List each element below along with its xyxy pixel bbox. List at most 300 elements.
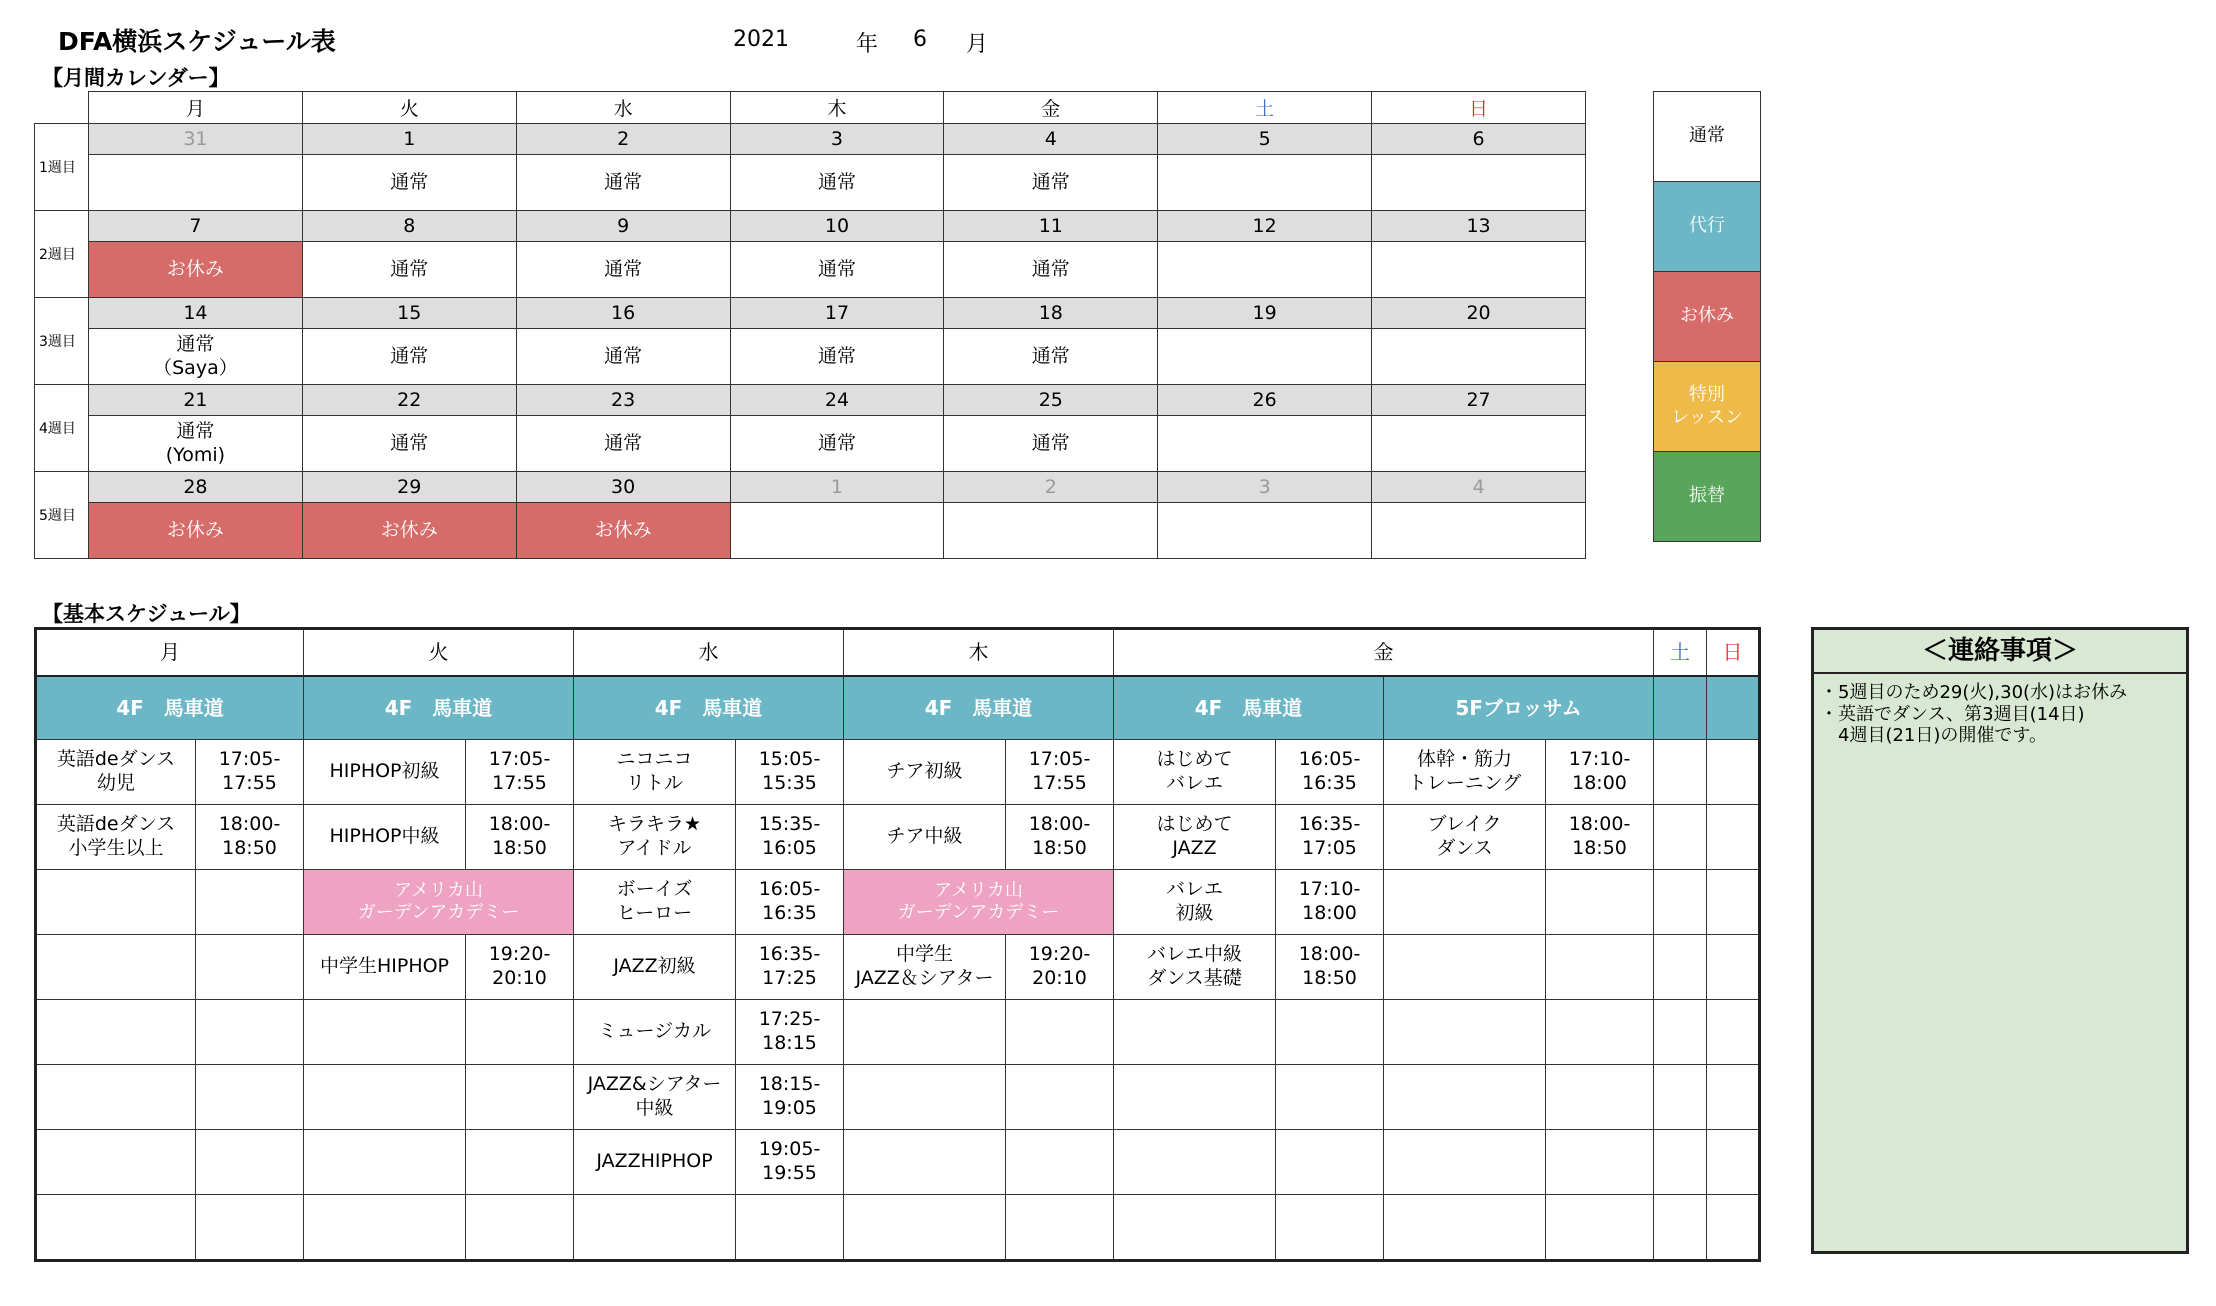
class-name-tue[interactable]: [304, 805, 466, 870]
class-time-line: 20:10: [1032, 967, 1087, 989]
day-status-text: 通常: [1031, 170, 1070, 193]
class-time-thu: [1006, 740, 1114, 805]
class-time-fri1: [1276, 805, 1384, 870]
academy-label: アメリカ山: [934, 879, 1023, 901]
class-name-line: アイドル: [617, 837, 692, 859]
calendar-day-cell[interactable]: [516, 503, 730, 559]
legend-label: 通常: [1689, 125, 1725, 147]
calendar-date-row: [35, 298, 1586, 329]
notes-panel: [1811, 627, 2189, 1254]
class-name-fri1[interactable]: [1114, 935, 1276, 1000]
day-status-text: お休み: [380, 518, 438, 541]
calendar-day-cell[interactable]: [89, 329, 303, 385]
schedule-day-tue: 火: [304, 629, 574, 677]
calendar-date-number[interactable]: 23: [516, 385, 730, 416]
class-name-wed[interactable]: [574, 935, 736, 1000]
class-time-line: 16:35-: [1298, 813, 1361, 836]
calendar-date-number[interactable]: 3: [730, 124, 944, 155]
class-time-fri1: [1276, 1000, 1384, 1065]
calendar-date-number[interactable]: 14: [89, 298, 303, 329]
notes-line: 4週目(21日)の開催です。: [1820, 725, 2047, 747]
calendar-date-number[interactable]: 24: [730, 385, 944, 416]
class-name-wed[interactable]: [574, 1065, 736, 1130]
academy-label: ガーデンアカデミー: [357, 902, 520, 923]
legend-label: レッスン: [1671, 406, 1743, 428]
calendar-weekday: 水: [516, 92, 730, 124]
calendar-day-cell[interactable]: [944, 416, 1158, 472]
year-unit: 年: [856, 32, 879, 57]
class-name-line: 英語deダンス: [56, 748, 176, 771]
class-time-line: 18:00-: [1298, 943, 1361, 966]
class-name-tue[interactable]: [304, 1130, 466, 1195]
class-name-line: はじめて: [1156, 813, 1233, 836]
calendar-date-row: [35, 124, 1586, 155]
schedule-cell-sat: [1654, 1065, 1707, 1130]
class-name-wed[interactable]: [574, 740, 736, 805]
year-value: 2021: [733, 27, 789, 52]
schedule-cell-sun: [1707, 1195, 1760, 1261]
calendar-day-cell[interactable]: [302, 416, 516, 472]
class-time-line: 18:50: [222, 837, 277, 859]
calendar-status-row: [35, 329, 1586, 385]
calendar-date-number[interactable]: 8: [302, 211, 516, 242]
schedule-cell-sat: [1654, 935, 1707, 1000]
week-label: 1週目: [35, 124, 89, 211]
calendar-date-number[interactable]: 13: [1372, 211, 1586, 242]
class-time-line: 19:05-: [758, 1138, 821, 1161]
class-time-tue: [466, 1000, 574, 1065]
class-time-line: 17:05: [1302, 837, 1357, 859]
schedule-cell-sun: [1707, 870, 1760, 935]
calendar-day-cell[interactable]: [730, 503, 944, 559]
class-name-line: バレエ: [1165, 772, 1223, 794]
class-name-line: JAZZ＆シアター: [855, 967, 994, 989]
calendar-weekday-header: [35, 92, 1586, 124]
calendar-date-number[interactable]: 10: [730, 211, 944, 242]
day-status-text: 通常: [604, 344, 643, 367]
class-name-fri1[interactable]: [1114, 805, 1276, 870]
class-time-line: 18:00-: [1028, 813, 1091, 836]
class-name-thu[interactable]: [844, 805, 1006, 870]
calendar-date-number[interactable]: 31: [89, 124, 303, 155]
class-time-line: 18:50: [1032, 837, 1087, 859]
class-time-fri2: [1546, 1065, 1654, 1130]
class-time-mon: [196, 740, 304, 805]
schedule-weekday-header: [36, 629, 1760, 677]
studio-label-sat: [1654, 676, 1707, 740]
calendar-date-number[interactable]: 21: [89, 385, 303, 416]
calendar-date-number[interactable]: 18: [944, 298, 1158, 329]
class-time-fri1: [1276, 1195, 1384, 1261]
legend-item-normal: [1654, 92, 1761, 182]
notes-list: [1814, 674, 2186, 747]
studio-label-sun: [1707, 676, 1760, 740]
studio-label-wed: 4F 馬車道: [574, 676, 844, 740]
calendar-date-number[interactable]: 29: [302, 472, 516, 503]
studio-label-mon: 4F 馬車道: [36, 676, 304, 740]
calendar-weekday: 日: [1372, 92, 1586, 124]
calendar-day-cell[interactable]: [730, 155, 944, 211]
class-name-fri2[interactable]: [1384, 1195, 1546, 1261]
class-name-line: ダンス基礎: [1147, 967, 1242, 989]
class-name-line: 体幹・筋力: [1416, 748, 1512, 771]
calendar-day-cell[interactable]: [1372, 503, 1586, 559]
week-label: 3週目: [35, 298, 89, 385]
calendar-day-cell[interactable]: [302, 503, 516, 559]
class-name-line: バレエ: [1165, 878, 1223, 901]
legend-label: 振替: [1689, 485, 1725, 507]
day-status-text: 通常: [1031, 257, 1070, 280]
class-name-fri1[interactable]: [1114, 870, 1276, 935]
page-title: DFA横浜スケジュール表: [58, 27, 336, 56]
class-time-line: 18:50: [492, 837, 547, 859]
calendar-date-number[interactable]: 27: [1372, 385, 1586, 416]
class-time-line: 17:05-: [218, 748, 281, 771]
schedule-row: [36, 1130, 1760, 1195]
schedule-cell-sun: [1707, 1130, 1760, 1195]
day-status-text: 通常: [176, 419, 215, 442]
class-time-wed: [736, 1000, 844, 1065]
studio-label-fri1: 4F 馬車道: [1114, 676, 1384, 740]
class-time-line: 18:15-: [758, 1073, 821, 1096]
schedule-cell-sat: [1654, 1000, 1707, 1065]
calendar-day-cell[interactable]: [1158, 503, 1372, 559]
calendar-section-label: 【月間カレンダー】: [42, 66, 230, 90]
schedule-cell-sat: [1654, 1130, 1707, 1195]
class-name-line: ボーイズ: [616, 878, 693, 901]
class-time-line: 18:50: [1302, 967, 1357, 989]
calendar-date-number[interactable]: 15: [302, 298, 516, 329]
class-name-line: ダンス: [1436, 837, 1493, 859]
calendar-date-number[interactable]: 28: [89, 472, 303, 503]
schedule-row: [36, 1195, 1760, 1261]
class-name-line: キラキラ★: [607, 813, 702, 836]
class-name-mon[interactable]: [36, 1065, 196, 1130]
class-name-line: HIPHOP中級: [329, 825, 440, 848]
class-time-line: 17:10-: [1298, 878, 1361, 901]
class-time-thu: [1006, 805, 1114, 870]
calendar-day-cell[interactable]: [944, 242, 1158, 298]
calendar-day-cell[interactable]: [730, 242, 944, 298]
day-status-text: 通常: [604, 431, 643, 454]
calendar-date-number[interactable]: 25: [944, 385, 1158, 416]
schedule-cell-sun: [1707, 935, 1760, 1000]
class-time-line: 18:00-: [1568, 813, 1631, 836]
class-name-mon[interactable]: [36, 870, 196, 935]
day-status-text: 通常: [604, 257, 643, 280]
class-time-thu: [1006, 1195, 1114, 1261]
calendar-day-cell[interactable]: [302, 155, 516, 211]
day-instructor: (Yomi): [165, 443, 226, 466]
class-name-tue[interactable]: [304, 1195, 466, 1261]
studio-label-tue: 4F 馬車道: [304, 676, 574, 740]
legend-label: 特別: [1689, 384, 1725, 405]
class-name-line: ミュージカル: [597, 1020, 712, 1043]
schedule-day-mon: 月: [36, 629, 304, 677]
calendar-date-number[interactable]: 2: [516, 124, 730, 155]
class-name-line: リトル: [625, 772, 683, 794]
class-time-fri1: [1276, 1130, 1384, 1195]
calendar-date-number[interactable]: 12: [1158, 211, 1372, 242]
calendar-day-cell[interactable]: [1158, 416, 1372, 472]
schedule-day-sat: 土: [1654, 629, 1707, 677]
calendar-date-number[interactable]: 22: [302, 385, 516, 416]
calendar-date-number[interactable]: 5: [1158, 124, 1372, 155]
class-time-line: 19:20-: [488, 943, 551, 966]
class-name-thu[interactable]: [844, 1195, 1006, 1261]
calendar-date-row: [35, 385, 1586, 416]
class-name-line: 中学生HIPHOP: [319, 955, 450, 978]
class-name-fri1[interactable]: [1114, 740, 1276, 805]
class-time-wed: [736, 870, 844, 935]
month-unit: 月: [966, 32, 989, 57]
schedule-row: [36, 805, 1760, 870]
day-status-text: お休み: [166, 518, 224, 541]
class-time-line: 17:10-: [1568, 748, 1631, 771]
calendar-day-cell[interactable]: [1372, 242, 1586, 298]
class-time-wed: [736, 935, 844, 1000]
schedule-row: [36, 1000, 1760, 1065]
class-name-line: はじめて: [1156, 748, 1233, 771]
day-status-text: 通常: [176, 332, 215, 355]
class-name-fri2[interactable]: [1384, 1065, 1546, 1130]
class-name-fri1[interactable]: [1114, 1130, 1276, 1195]
class-name-line: JAZZHIPHOP: [596, 1150, 713, 1173]
class-name-tue[interactable]: [304, 1000, 466, 1065]
class-name-line: JAZZ初級: [613, 955, 696, 978]
calendar-date-number[interactable]: 26: [1158, 385, 1372, 416]
class-name-wed[interactable]: [574, 870, 736, 935]
calendar-weekday: 火: [302, 92, 516, 124]
class-time-mon: [196, 805, 304, 870]
class-name-thu[interactable]: [844, 935, 1006, 1000]
calendar-date-number[interactable]: 1: [302, 124, 516, 155]
class-name-fri1[interactable]: [1114, 1195, 1276, 1261]
calendar-date-number[interactable]: 4: [944, 124, 1158, 155]
class-name-line: チア初級: [886, 760, 963, 783]
class-time-fri1: [1276, 1065, 1384, 1130]
day-status-text: 通常: [604, 170, 643, 193]
class-time-tue: [466, 740, 574, 805]
class-time-mon: [196, 1130, 304, 1195]
calendar-date-number[interactable]: 6: [1372, 124, 1586, 155]
calendar-day-cell[interactable]: [89, 155, 303, 211]
class-time-line: 16:05-: [1298, 748, 1361, 771]
class-name-line: トレーニング: [1407, 772, 1522, 794]
class-name-line: ヒーロー: [616, 902, 693, 924]
class-name-mon[interactable]: [36, 935, 196, 1000]
calendar-day-cell[interactable]: [516, 329, 730, 385]
calendar-date-number[interactable]: 7: [89, 211, 303, 242]
class-name-fri1[interactable]: [1114, 1065, 1276, 1130]
academy-block-tue[interactable]: [304, 870, 574, 935]
class-time-line: 17:55: [1032, 772, 1087, 794]
class-time-tue: [466, 1130, 574, 1195]
calendar-day-cell[interactable]: [944, 329, 1158, 385]
calendar-day-cell[interactable]: [516, 416, 730, 472]
schedule-row: [36, 935, 1760, 1000]
studio-row: [36, 676, 1760, 740]
calendar-date-row: [35, 211, 1586, 242]
calendar-status-row: [35, 242, 1586, 298]
notes-line: ・英語でダンス、第3週目(14日): [1820, 703, 2085, 725]
class-name-line: 幼児: [96, 772, 135, 794]
class-name-mon[interactable]: [36, 805, 196, 870]
calendar-day-cell[interactable]: [944, 503, 1158, 559]
calendar-date-number[interactable]: 11: [944, 211, 1158, 242]
week-label: 2週目: [35, 211, 89, 298]
class-time-line: 17:05-: [488, 748, 551, 771]
class-time-line: 19:20-: [1028, 943, 1091, 966]
calendar-weekday: 金: [944, 92, 1158, 124]
class-name-line: JAZZ&シアター: [587, 1073, 722, 1096]
schedule-cell-sat: [1654, 805, 1707, 870]
schedule-day-sun: 日: [1707, 629, 1760, 677]
class-time-tue: [466, 935, 574, 1000]
calendar-corner: [35, 92, 89, 124]
schedule-row: [36, 740, 1760, 805]
class-time-line: 17:25: [762, 967, 817, 989]
class-time-line: 18:50: [1572, 837, 1627, 859]
calendar-day-cell[interactable]: [730, 329, 944, 385]
calendar-day-cell[interactable]: [302, 329, 516, 385]
class-name-thu[interactable]: [844, 740, 1006, 805]
class-name-wed[interactable]: [574, 805, 736, 870]
legend-item-transfer: [1654, 452, 1761, 542]
schedule-cell-sat: [1654, 870, 1707, 935]
calendar-day-cell[interactable]: [1372, 416, 1586, 472]
class-time-wed: [736, 1130, 844, 1195]
calendar-date-number[interactable]: 16: [516, 298, 730, 329]
class-name-thu[interactable]: [844, 1130, 1006, 1195]
class-time-fri2: [1546, 805, 1654, 870]
calendar-day-cell[interactable]: [89, 503, 303, 559]
class-name-wed[interactable]: [574, 1130, 736, 1195]
calendar-day-cell[interactable]: [1372, 329, 1586, 385]
class-name-wed[interactable]: [574, 1000, 736, 1065]
class-time-wed: [736, 1065, 844, 1130]
monthly-calendar: [34, 91, 1586, 559]
class-name-wed[interactable]: [574, 1195, 736, 1261]
class-name-line: バレエ中級: [1146, 943, 1242, 966]
class-time-line: 18:00: [1302, 902, 1357, 924]
calendar-day-cell[interactable]: [516, 155, 730, 211]
class-name-mon[interactable]: [36, 1195, 196, 1261]
class-time-thu: [1006, 935, 1114, 1000]
calendar-date-number[interactable]: 3: [1158, 472, 1372, 503]
day-status-text: お休み: [166, 257, 224, 280]
class-time-line: 18:00-: [488, 813, 551, 836]
class-time-fri2: [1546, 1000, 1654, 1065]
day-status-text: 通常: [817, 431, 856, 454]
calendar-day-cell[interactable]: [89, 416, 303, 472]
day-status-text: 通常: [390, 344, 429, 367]
day-status-text: お休み: [594, 518, 652, 541]
calendar-day-cell[interactable]: [1158, 242, 1372, 298]
class-name-fri2[interactable]: [1384, 1000, 1546, 1065]
legend-label: お休み: [1680, 305, 1734, 327]
calendar-date-number[interactable]: 30: [516, 472, 730, 503]
class-time-mon: [196, 1195, 304, 1261]
studio-label-fri2: 5Fブロッサム: [1384, 676, 1654, 740]
class-name-fri1[interactable]: [1114, 1000, 1276, 1065]
legend-item-holiday: [1654, 272, 1761, 362]
class-time-line: 19:55: [762, 1162, 817, 1184]
class-time-thu: [1006, 1000, 1114, 1065]
calendar-day-cell[interactable]: [944, 155, 1158, 211]
calendar-weekday: 土: [1158, 92, 1372, 124]
schedule-cell-sat: [1654, 1195, 1707, 1261]
day-status-text: 通常: [1031, 344, 1070, 367]
class-time-line: 16:05-: [758, 878, 821, 901]
class-time-tue: [466, 1065, 574, 1130]
class-name-mon[interactable]: [36, 740, 196, 805]
calendar-date-number[interactable]: 20: [1372, 298, 1586, 329]
calendar-weekday: 木: [730, 92, 944, 124]
calendar-day-cell[interactable]: [730, 416, 944, 472]
calendar-day-cell[interactable]: [1372, 155, 1586, 211]
class-name-tue[interactable]: [304, 740, 466, 805]
class-name-line: HIPHOP初級: [329, 760, 440, 783]
class-time-fri2: [1546, 870, 1654, 935]
class-time-line: 15:35-: [758, 813, 821, 836]
calendar-date-number[interactable]: 1: [730, 472, 944, 503]
schedule-day-fri: 金: [1114, 629, 1654, 677]
class-name-tue[interactable]: [304, 1065, 466, 1130]
class-time-line: 15:05-: [758, 748, 821, 771]
class-name-line: 小学生以上: [68, 837, 164, 859]
class-name-line: 初級: [1175, 902, 1214, 924]
day-instructor: （Saya）: [153, 356, 238, 379]
calendar-day-cell[interactable]: [516, 242, 730, 298]
calendar-day-cell[interactable]: [1158, 155, 1372, 211]
calendar-day-cell[interactable]: [1158, 329, 1372, 385]
day-status-text: 通常: [817, 257, 856, 280]
calendar-weekday: 月: [89, 92, 303, 124]
class-name-mon[interactable]: [36, 1000, 196, 1065]
day-status-text: 通常: [817, 170, 856, 193]
calendar-date-number[interactable]: 9: [516, 211, 730, 242]
class-name-thu[interactable]: [844, 1065, 1006, 1130]
academy-label: ガーデンアカデミー: [897, 902, 1060, 923]
class-name-thu[interactable]: [844, 1000, 1006, 1065]
class-name-mon[interactable]: [36, 1130, 196, 1195]
calendar-day-cell[interactable]: [302, 242, 516, 298]
calendar-date-number[interactable]: 2: [944, 472, 1158, 503]
calendar-date-number[interactable]: 19: [1158, 298, 1372, 329]
class-time-wed: [736, 1195, 844, 1261]
class-name-fri2[interactable]: [1384, 1130, 1546, 1195]
class-name-tue[interactable]: [304, 935, 466, 1000]
class-time-line: 17:05-: [1028, 748, 1091, 771]
class-name-fri2[interactable]: [1384, 870, 1546, 935]
academy-block-thu[interactable]: [844, 870, 1114, 935]
month-value: 6: [913, 27, 927, 52]
class-time-tue: [466, 805, 574, 870]
class-name-fri2[interactable]: [1384, 805, 1546, 870]
calendar-date-number[interactable]: 4: [1372, 472, 1586, 503]
class-name-line: 英語deダンス: [56, 813, 176, 836]
calendar-day-cell[interactable]: [89, 242, 303, 298]
class-name-fri2[interactable]: [1384, 935, 1546, 1000]
calendar-date-number[interactable]: 17: [730, 298, 944, 329]
class-name-line: ブレイク: [1427, 813, 1502, 836]
day-status-text: 通常: [1031, 431, 1070, 454]
academy-label: アメリカ山: [394, 879, 483, 901]
class-time-line: 17:55: [222, 772, 277, 794]
class-name-fri2[interactable]: [1384, 740, 1546, 805]
day-status-text: 通常: [390, 170, 429, 193]
